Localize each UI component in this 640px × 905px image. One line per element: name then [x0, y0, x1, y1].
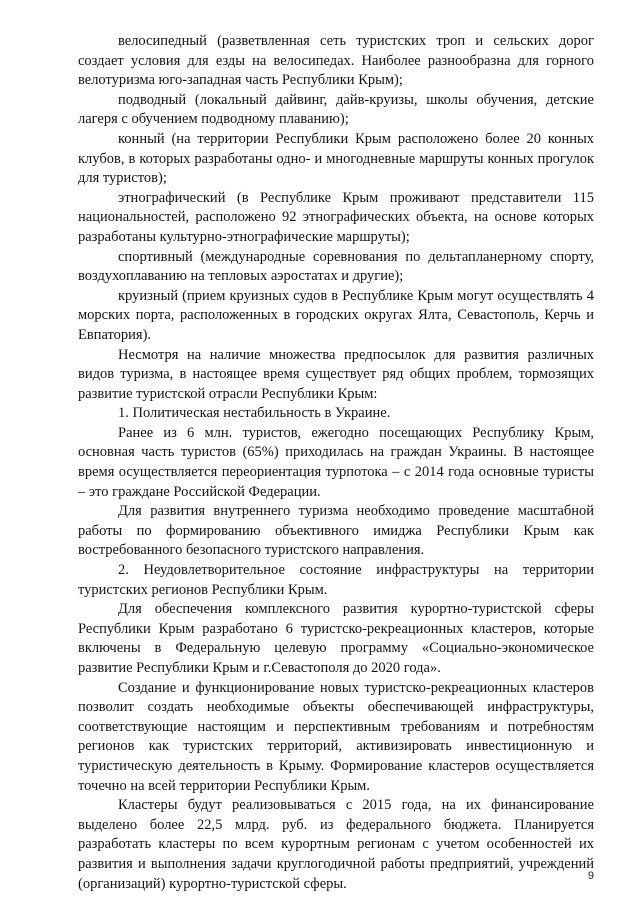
paragraph-problem-1-heading: 1. Политическая нестабильность в Украине.	[118, 405, 391, 422]
document-page	[78, 32, 594, 894]
paragraph-tourist-flow: Ранее из 6 млн. туристов, ежегодно посещающих Республику Крым, основная часть туристов (65%) приходилась на граждан Украины. В настоящее время осуществляется переориентация турпотока – с 2014 года основные туристы – это граждане Российской Федерации.	[78, 424, 594, 500]
paragraph-clusters-program: Для обеспечения комплексного развития курортно-туристской сферы Республики Крым разработано 6 туристско-рекреационных кластеров, которые включены в Федеральную целевую программу «Социально-экономическое развитие Республики Крым и г.Севастополя до 2020 года».	[78, 601, 594, 676]
paragraph-clusters-funding: Кластеры будут реализовываться с 2015 года, на их финансирование выделено более 22,5 млрд. руб. из федерального бюджета. Планируется разработать кластеры по всем курортным регионам с учетом особенностей их развития и выполнения задачи круглогодичной работы предприятий, учреждений (организаций) курортно-туристской сферы.	[78, 797, 594, 892]
paragraph-cruise-tourism: круизный (прием круизных судов в Республике Крым могут осуществлять 4 морских порта, расположенных в городских округах Ялта, Севастополь, Керчь и Евпатория).	[78, 287, 594, 343]
paragraph-underwater-tourism: подводный (локальный дайвинг, дайв-круизы, школы обучения, детские лагеря с обучением подводному плаванию);	[78, 91, 594, 128]
paragraph-cycling-tourism: велосипедный (разветвленная сеть туристских троп и сельских дорог создает условия для езды на велосипедах. Наиболее разнообразна для горного велотуризма юго-западная часть Республики Крым);	[78, 33, 594, 89]
paragraph-clusters-creation: Создание и функционирование новых туристско-рекреационных кластеров позволит создать необходимые объекты обеспечивающей инфраструктуры, соответствующие настоящим и перспективным требованиям и потребностям регионов как туристских территорий, активизировать инвестиционную и туристическую деятельность в Крыму. Формирование кластеров осуществляется точечно на всей территории Республики Крым.	[78, 679, 594, 794]
paragraph-image-building: Для развития внутреннего туризма необходимо проведение масштабной работы по формированию объективного имиджа Республики Крым как востребованного безопасного туристского направления.	[78, 503, 594, 559]
paragraph-ethnographic-tourism: этнографический (в Республике Крым проживают представители 115 национальностей, расположено 92 этнографических объекта, на основе которых разработаны культурно-этнографические маршруты);	[78, 189, 594, 245]
paragraph-equestrian-tourism: конный (на территории Республики Крым расположено более 20 конных клубов, в которых разработаны одно- и многодневные маршруты конных прогулок для туристов);	[78, 130, 594, 187]
paragraph-problem-2-heading: 2. Неудовлетворительное состояние инфраструктуры на территории туристских регионов Республики Крым.	[78, 562, 594, 598]
page-number: 9	[587, 870, 594, 882]
paragraph-sports-tourism: спортивный (международные соревнования по дельтапланерному спорту, воздухоплаванию на тепловых аэростатах и другие);	[78, 248, 594, 285]
paragraph-problems-intro: Несмотря на наличие множества предпосылок для развития различных видов туризма, в настоящее время существует ряд общих проблем, тормозящих развитие туристской отрасли Республики Крым:	[78, 346, 594, 402]
